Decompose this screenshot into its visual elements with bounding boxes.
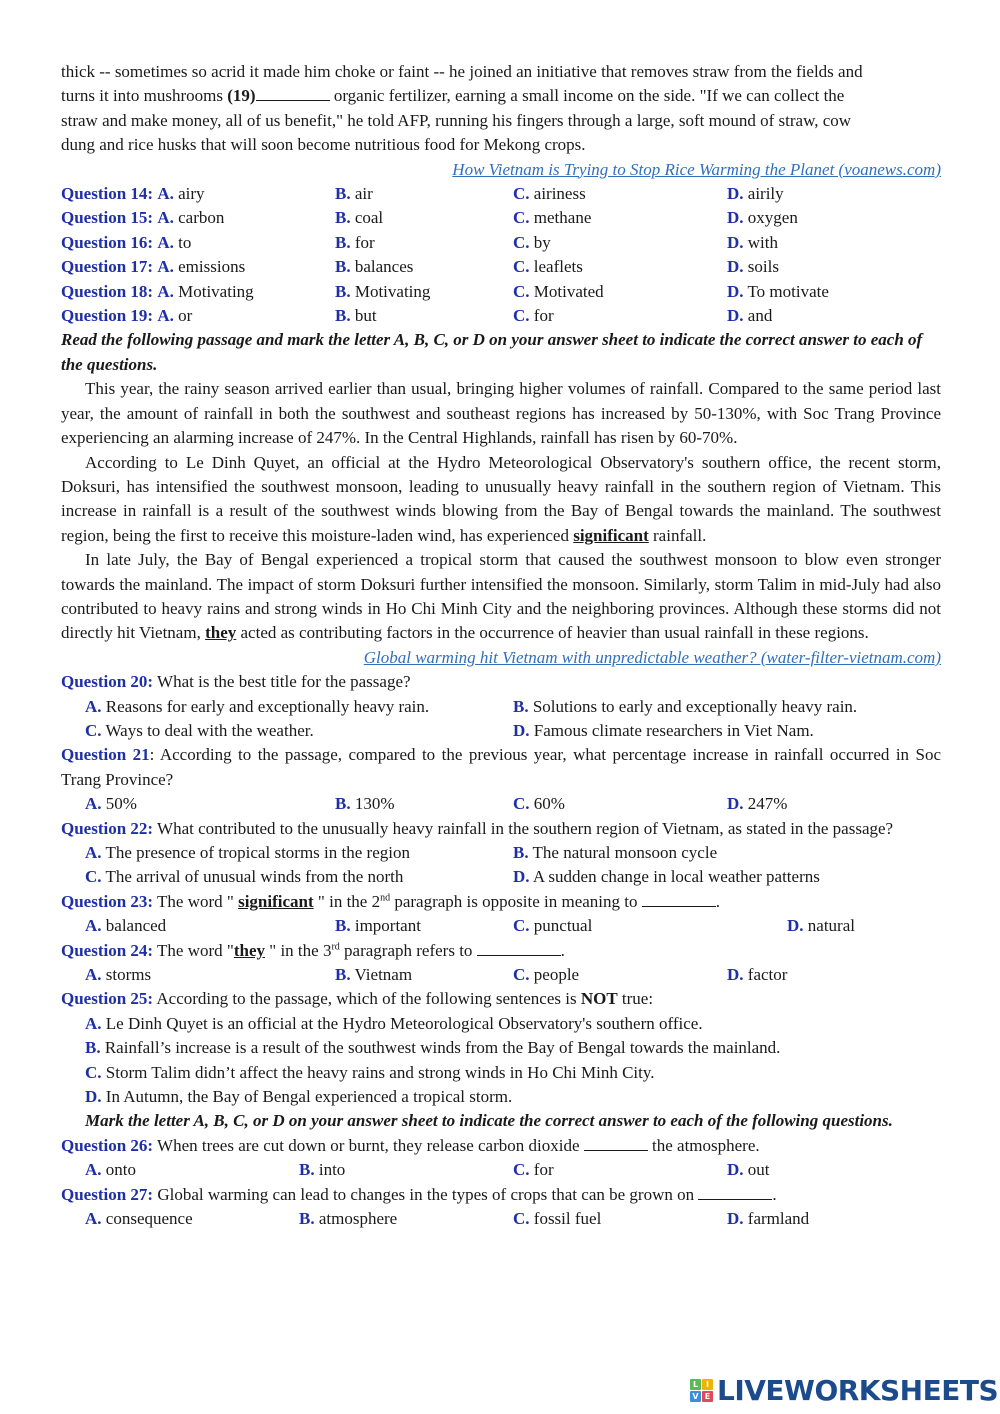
- option-letter: A.: [157, 257, 174, 277]
- option-text: In Autumn, the Bay of Bengal experienced a tropical storm.: [105, 1087, 513, 1107]
- paragraph-text: In late July, the Bay of Bengal experienced a tropical storm that caused the southwest monsoon to blow even stronger towards the mainland. The impact of storm Doksuri further intensified the monsoon. Similarly, storm Talim in mid-July had also contributed to heavy rains and strong winds in Ho Chi Minh City and the neighboring provinces. Although these storms did not directly hit Vietnam,: [61, 550, 941, 643]
- options-row: [61, 792, 941, 816]
- option-b[interactable]: but: [354, 306, 377, 326]
- passage1-line: thick -- sometimes so acrid it made him choke or faint -- he joined an initiative that removes straw from the fields and: [61, 62, 863, 81]
- option-b[interactable]: [335, 792, 513, 816]
- option-text: The natural monsoon cycle: [532, 843, 718, 862]
- option-b[interactable]: [299, 1207, 513, 1231]
- question-label: Question 14:: [61, 184, 154, 204]
- option-text: out: [747, 1160, 770, 1180]
- source-citation: [61, 646, 941, 670]
- option-c[interactable]: airiness: [533, 184, 586, 204]
- option-c[interactable]: [85, 719, 513, 743]
- option-text: 130%: [354, 794, 395, 814]
- option-d[interactable]: [787, 914, 855, 938]
- option-letter: D.: [727, 306, 744, 326]
- option-text: atmosphere: [318, 1209, 398, 1229]
- passage1-line: [61, 84, 941, 108]
- option-b[interactable]: [513, 695, 857, 719]
- logo-block-l: L: [690, 1379, 701, 1390]
- question-text: When trees are cut down or burnt, they release carbon dioxide: [153, 1135, 584, 1155]
- keyword-significant: significant: [573, 525, 649, 545]
- option-letter: D.: [513, 867, 530, 887]
- option-a[interactable]: [85, 963, 335, 987]
- question-23: [61, 890, 941, 914]
- question-text: What contributed to the unusually heavy rainfall in the southern region of Vietnam, as stated in the passage?: [153, 818, 894, 838]
- option-text: balanced: [105, 916, 167, 936]
- option-letter: A.: [157, 208, 174, 228]
- option-letter: C.: [513, 1160, 530, 1180]
- option-d[interactable]: with: [747, 232, 779, 252]
- option-c[interactable]: leaflets: [533, 257, 583, 277]
- paragraph-text: According to Le Dinh Quyet, an official at the Hydro Meteorological Observatory's southern office, the recent storm, Doksuri, has intensified the southwest monsoon, leading to unusually heavy rainfall in the southern region of Vietnam. This increase in rainfall is a result of the southwest winds blowing from the Bay of Bengal towards the mainland. The southwest region, being the first to receive this moisture-laden wind, has experienced: [61, 452, 941, 545]
- option-c[interactable]: for: [533, 306, 554, 326]
- option-c[interactable]: [513, 1207, 727, 1231]
- option-letter: A.: [85, 696, 102, 716]
- logo-block-e: E: [702, 1391, 713, 1402]
- option-letter: C.: [513, 306, 530, 326]
- option-b[interactable]: [61, 1036, 941, 1060]
- option-text: fossil fuel: [533, 1209, 602, 1229]
- option-text: consequence: [105, 1209, 193, 1229]
- question-21: [61, 743, 941, 792]
- keyword-significant: significant: [238, 891, 314, 911]
- option-c[interactable]: [61, 1061, 941, 1085]
- option-letter: A.: [85, 916, 102, 936]
- option-b[interactable]: [513, 841, 717, 865]
- option-letter: B.: [335, 916, 351, 936]
- option-letter: D.: [513, 720, 530, 740]
- option-text: onto: [105, 1160, 137, 1180]
- logo-block-i: I: [702, 1379, 713, 1390]
- question-label: Question 20:: [61, 672, 154, 692]
- source-link-voanews[interactable]: How Vietnam is Trying to Stop Rice Warming the Planet (voanews.com): [452, 159, 941, 179]
- question-25: [61, 987, 941, 1011]
- option-text: Ways to deal with the weather.: [105, 720, 314, 740]
- option-text: storms: [105, 965, 152, 985]
- question-label: Question 17:: [61, 257, 154, 277]
- question-row-19: [61, 304, 941, 328]
- option-letter: D.: [727, 965, 744, 985]
- option-letter: B.: [299, 1209, 315, 1229]
- passage1-text: turns it into mushrooms: [61, 86, 228, 106]
- option-letter: D.: [85, 1087, 102, 1107]
- option-text: important: [354, 916, 421, 936]
- option-a[interactable]: emissions: [178, 257, 246, 277]
- question-label: Question 21: [61, 745, 150, 765]
- passage1-text: organic fertilizer, earning a small income on the side. "If we can collect the: [329, 86, 845, 106]
- option-letter: C.: [513, 1209, 530, 1229]
- passage-paragraph-2: [61, 451, 941, 549]
- option-d[interactable]: and: [747, 306, 773, 326]
- passage-paragraph-3: [61, 548, 941, 646]
- answer-blank[interactable]: [698, 1185, 772, 1200]
- answer-blank[interactable]: [642, 892, 716, 907]
- option-a[interactable]: carbon: [178, 208, 225, 228]
- question-26: [61, 1134, 941, 1158]
- option-text: Rainfall’s increase is a result of the southwest winds from the Bay of Bengal towards the mainland.: [104, 1038, 781, 1058]
- option-b[interactable]: balances: [354, 257, 414, 277]
- option-a[interactable]: [85, 1158, 299, 1182]
- option-letter: D.: [727, 794, 744, 814]
- passage-paragraph-1: This year, the rainy season arrived earlier than usual, bringing higher volumes of rainfall. Compared to the same period last year, the amount of rainfall in both the southwest and southeast regions has increased by 50-130%, with Soc Trang Province experiencing an alarming increase of 247%. In the Central Highlands, rainfall has risen by 60-70%.: [61, 379, 941, 448]
- question-label: Question 15:: [61, 208, 154, 228]
- option-text: for: [533, 1160, 554, 1180]
- option-text: Vietnam: [354, 965, 413, 985]
- question-row-14: [61, 182, 941, 206]
- question-text: The word ": [153, 891, 239, 911]
- option-letter: D.: [727, 232, 744, 252]
- option-letter: A.: [85, 843, 102, 862]
- emphasis-not: NOT: [580, 989, 618, 1009]
- option-d[interactable]: [61, 1085, 941, 1109]
- option-a[interactable]: [85, 1207, 299, 1231]
- option-c[interactable]: [513, 914, 787, 938]
- question-text: paragraph refers to: [339, 940, 477, 960]
- question-row-18: [61, 280, 941, 304]
- option-c[interactable]: [513, 792, 727, 816]
- option-text: people: [533, 965, 580, 985]
- liveworksheets-logo: [690, 1374, 998, 1407]
- question-label: Question 25:: [61, 989, 154, 1009]
- option-b[interactable]: coal: [354, 208, 384, 228]
- question-text: .: [772, 1184, 777, 1204]
- option-letter: B.: [85, 1038, 101, 1058]
- question-label: Question 22:: [61, 818, 154, 838]
- option-b[interactable]: [299, 1158, 513, 1182]
- logo-blocks-icon: [690, 1379, 713, 1402]
- option-letter: B.: [335, 257, 351, 277]
- option-letter: A.: [85, 1013, 102, 1033]
- option-letter: A.: [157, 184, 174, 204]
- option-b[interactable]: Motivating: [354, 281, 431, 301]
- option-a[interactable]: to: [178, 232, 192, 252]
- option-b[interactable]: for: [354, 232, 375, 252]
- option-a[interactable]: or: [178, 306, 193, 326]
- option-letter: C.: [513, 916, 530, 936]
- option-letter: B.: [299, 1160, 315, 1180]
- option-letter: C.: [513, 281, 530, 301]
- option-letter: A.: [85, 965, 102, 985]
- options-row: [61, 865, 941, 889]
- options-row: [61, 963, 941, 987]
- options-row: [61, 914, 941, 938]
- question-row-15: [61, 206, 941, 230]
- option-letter: C.: [513, 794, 530, 814]
- ordinal-suffix: rd: [331, 940, 340, 952]
- option-text: farmland: [747, 1209, 810, 1229]
- question-27: [61, 1183, 941, 1207]
- option-text: The arrival of unusual winds from the north: [105, 867, 404, 887]
- option-d[interactable]: [513, 865, 820, 889]
- option-letter: B.: [513, 696, 529, 716]
- question-row-16: [61, 231, 941, 255]
- question-text: What is the best title for the passage?: [153, 672, 411, 692]
- option-a[interactable]: [85, 841, 513, 865]
- answer-blank-19[interactable]: [256, 86, 330, 101]
- options-row: [61, 695, 941, 719]
- question-20: [61, 670, 941, 694]
- option-letter: A.: [85, 1160, 102, 1180]
- option-a[interactable]: [85, 914, 335, 938]
- logo-block-v: V: [690, 1391, 701, 1402]
- section-instruction: Mark the letter A, B, C, or D on your answer sheet to indicate the correct answer to each of the following questions.: [85, 1111, 893, 1131]
- question-text: " in the 3: [265, 940, 332, 960]
- option-letter: A.: [157, 232, 174, 252]
- ordinal-suffix: nd: [380, 892, 391, 904]
- option-letter: C.: [85, 1062, 102, 1082]
- question-label: Question 16:: [61, 232, 154, 252]
- paragraph-text: rainfall.: [648, 525, 707, 545]
- question-label: Question 18:: [61, 281, 154, 301]
- option-b[interactable]: air: [354, 184, 373, 204]
- option-d[interactable]: airily: [747, 184, 784, 204]
- question-label: Question 19:: [61, 306, 154, 326]
- option-text: Solutions to early and exceptionally heavy rain.: [532, 696, 858, 716]
- option-d[interactable]: [727, 1207, 809, 1231]
- option-letter: D.: [727, 1160, 744, 1180]
- option-text: Storm Talim didn’t affect the heavy rains and strong winds in Ho Chi Minh City.: [105, 1062, 655, 1082]
- option-letter: D.: [727, 184, 744, 204]
- section-instruction: Read the following passage and mark the letter A, B, C, or D on your answer sheet to indicate the correct answer to each of the questions.: [61, 330, 923, 374]
- option-letter: D.: [727, 1209, 744, 1229]
- option-letter: B.: [335, 184, 351, 204]
- option-d[interactable]: oxygen: [747, 208, 798, 228]
- option-text: A sudden change in local weather patterns: [532, 867, 820, 887]
- paragraph-text: acted as contributing factors in the occurrence of heavier than usual rainfall in these regions.: [236, 623, 869, 643]
- question-text: According to the passage, which of the following sentences is: [153, 989, 581, 1009]
- option-c[interactable]: [513, 1158, 727, 1182]
- question-text: paragraph is opposite in meaning to: [390, 891, 642, 911]
- option-letter: B.: [335, 232, 351, 252]
- answer-blank[interactable]: [584, 1136, 648, 1151]
- options-row: [61, 719, 941, 743]
- option-letter: A.: [85, 794, 102, 814]
- question-text: true:: [617, 989, 654, 1009]
- question-text: The word ": [153, 940, 234, 960]
- option-letter: B.: [335, 208, 351, 228]
- option-letter: B.: [335, 965, 351, 985]
- passage1-line: dung and rice husks that will soon become nutritious food for Mekong crops.: [61, 135, 586, 155]
- option-c[interactable]: [85, 865, 513, 889]
- option-letter: B.: [335, 794, 351, 814]
- option-d[interactable]: To motivate: [747, 281, 829, 301]
- question-text: : According to the passage, compared to the previous year, what percentage increase in rainfall occurred in Soc Trang Province?: [61, 745, 941, 789]
- option-c[interactable]: methane: [533, 208, 592, 228]
- question-label: Question 23:: [61, 891, 154, 911]
- question-text: .: [560, 940, 565, 960]
- option-text: Le Dinh Quyet is an official at the Hydro Meteorological Observatory's southern office.: [105, 1013, 703, 1033]
- option-letter: D.: [787, 916, 804, 936]
- option-letter: C.: [513, 232, 530, 252]
- options-row: [61, 1158, 941, 1182]
- option-text: into: [318, 1160, 346, 1180]
- option-letter: D.: [727, 281, 744, 301]
- option-a[interactable]: [85, 695, 513, 719]
- option-letter: D.: [727, 208, 744, 228]
- question-label: Question 24:: [61, 940, 154, 960]
- option-text: factor: [747, 965, 788, 985]
- option-d[interactable]: [727, 1158, 770, 1182]
- keyword-they: they: [205, 623, 237, 643]
- option-letter: C.: [513, 208, 530, 228]
- option-text: punctual: [533, 916, 593, 936]
- option-b[interactable]: [335, 914, 513, 938]
- question-text: .: [715, 891, 720, 911]
- option-d[interactable]: soils: [747, 257, 779, 277]
- option-d[interactable]: [727, 963, 787, 987]
- blank-number-19: (19): [227, 86, 256, 106]
- question-label: Question 27:: [61, 1184, 154, 1204]
- option-letter: C.: [513, 965, 530, 985]
- option-letter: B.: [335, 281, 351, 301]
- option-letter: A.: [157, 281, 174, 301]
- source-citation: [61, 158, 941, 182]
- option-letter: C.: [85, 867, 102, 887]
- option-letter: C.: [85, 720, 102, 740]
- option-d[interactable]: [727, 792, 787, 816]
- option-letter: D.: [727, 257, 744, 277]
- option-a[interactable]: [85, 792, 335, 816]
- option-a[interactable]: Motivating: [178, 281, 254, 301]
- question-22: [61, 817, 941, 841]
- option-c[interactable]: [513, 963, 727, 987]
- worksheet-page: [61, 60, 941, 1232]
- option-c[interactable]: Motivated: [533, 281, 604, 301]
- option-a[interactable]: [61, 1012, 941, 1036]
- option-letter: C.: [513, 257, 530, 277]
- answer-blank[interactable]: [477, 941, 561, 956]
- question-text: " in the 2: [313, 891, 381, 911]
- option-letter: A.: [85, 1209, 102, 1229]
- option-letter: C.: [513, 184, 530, 204]
- option-d[interactable]: [513, 719, 814, 743]
- option-c[interactable]: by: [533, 232, 551, 252]
- option-b[interactable]: [335, 963, 513, 987]
- option-letter: B.: [335, 306, 351, 326]
- question-row-17: [61, 255, 941, 279]
- option-text: Famous climate researchers in Viet Nam.: [533, 720, 814, 740]
- option-text: Reasons for early and exceptionally heavy rain.: [105, 696, 430, 716]
- option-letter: B.: [513, 843, 529, 862]
- option-text: 50%: [105, 794, 137, 814]
- question-text: the atmosphere.: [647, 1135, 760, 1155]
- source-link-water-filter[interactable]: Global warming hit Vietnam with unpredictable weather? (water-filter-vietnam.com): [363, 647, 941, 667]
- option-a[interactable]: airy: [178, 184, 205, 204]
- option-text: natural: [807, 916, 855, 936]
- option-text: 247%: [747, 794, 788, 814]
- logo-wordmark: LIVEWORKSHEETS: [717, 1374, 999, 1407]
- options-row: [61, 1207, 941, 1231]
- option-letter: A.: [157, 306, 174, 326]
- option-text: 60%: [533, 794, 565, 814]
- options-row: [61, 841, 941, 865]
- keyword-they: they: [233, 940, 266, 960]
- question-label: Question 26:: [61, 1135, 154, 1155]
- question-24: [61, 939, 941, 963]
- option-text: The presence of tropical storms in the region: [105, 843, 410, 862]
- question-text: Global warming can lead to changes in the types of crops that can be grown on: [153, 1184, 699, 1204]
- passage1-line: straw and make money, all of us benefit," he told AFP, running his fingers through a large, soft mound of straw, cow: [61, 110, 852, 130]
